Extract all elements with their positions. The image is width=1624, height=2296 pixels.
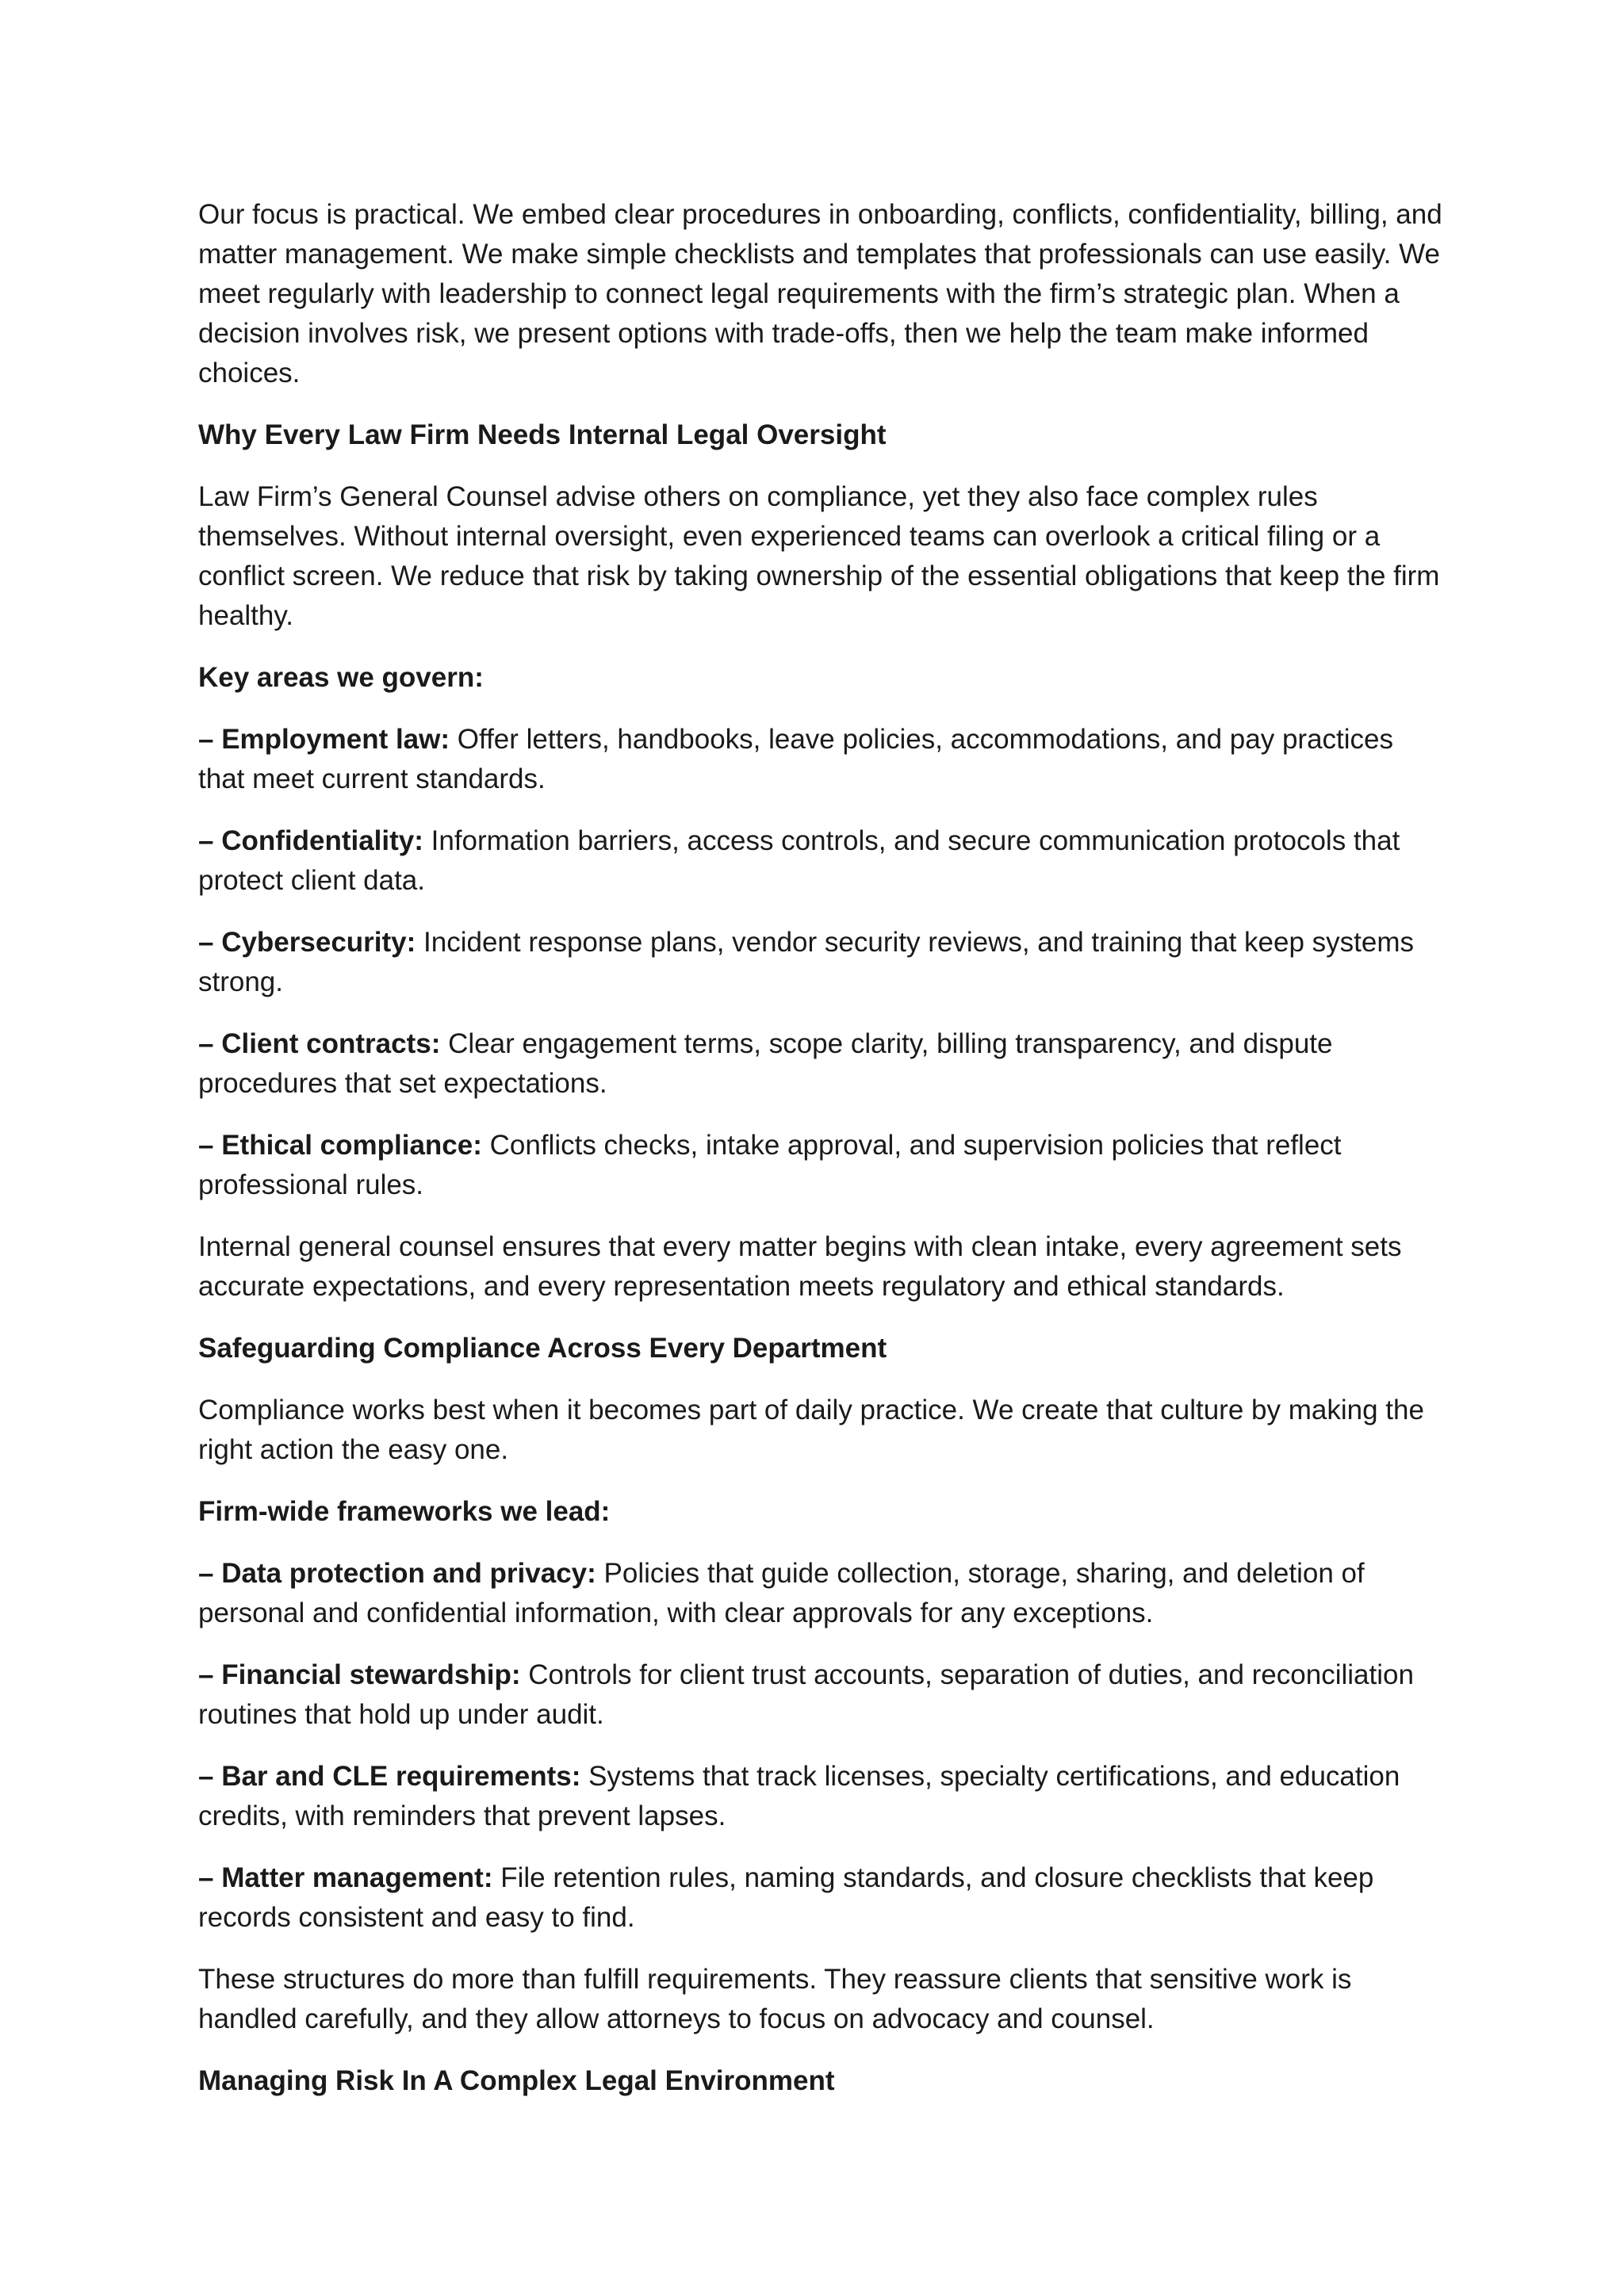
key-areas-heading: Key areas we govern: bbox=[198, 662, 484, 693]
list-item bbox=[198, 720, 1443, 799]
list-item-term: – Ethical compliance: bbox=[198, 1130, 482, 1161]
list-item-text: Information barriers, access controls, and secure communication protocols that protect client data. bbox=[198, 825, 1400, 896]
list-item-text: Controls for client trust accounts, separation of duties, and reconciliation routines that hold up under audit. bbox=[198, 1659, 1414, 1730]
list-item-text: Incident response plans, vendor security reviews, and training that keep systems strong. bbox=[198, 927, 1414, 997]
intro-paragraph: Our focus is practical. We embed clear procedures in onboarding, conflicts, confidentiality, billing, and matter management. We make simple checklists and templates that professionals can use easily. We meet regularly with leadership to connect legal requirements with the firm’s strategic plan. When a decision involves risk, we present options with trade-offs, then we help the team make informed choices. bbox=[198, 199, 1442, 388]
list-item-term: – Financial stewardship: bbox=[198, 1659, 521, 1690]
section-heading-safeguarding-compliance: Safeguarding Compliance Across Every Department bbox=[198, 1333, 887, 1364]
frameworks-heading: Firm-wide frameworks we lead: bbox=[198, 1496, 611, 1527]
list-item bbox=[198, 1024, 1443, 1104]
section-heading-internal-oversight: Why Every Law Firm Needs Internal Legal Oversight bbox=[198, 419, 887, 450]
list-item-term: – Client contracts: bbox=[198, 1028, 441, 1059]
list-item bbox=[198, 923, 1443, 1002]
list-item-text: Clear engagement terms, scope clarity, billing transparency, and dispute procedures that set expectations. bbox=[198, 1028, 1333, 1099]
list-item-text: Policies that guide collection, storage, sharing, and deletion of personal and confidential information, with clear approvals for any exceptions. bbox=[198, 1558, 1365, 1628]
internal-counsel-paragraph: Internal general counsel ensures that every matter begins with clean intake, every agreement sets accurate expectations, and every representation meets regulatory and ethical standards. bbox=[198, 1231, 1402, 1302]
list-item-term: – Matter management: bbox=[198, 1862, 493, 1893]
list-item-text: Offer letters, handbooks, leave policies, accommodations, and pay practices that meet current standards. bbox=[198, 724, 1394, 794]
document-page bbox=[198, 195, 1443, 2123]
list-item bbox=[198, 821, 1443, 901]
list-item-term: – Bar and CLE requirements: bbox=[198, 1761, 581, 1792]
list-item-term: – Cybersecurity: bbox=[198, 927, 416, 958]
list-item-term: – Data protection and privacy: bbox=[198, 1558, 596, 1589]
list-item-text: File retention rules, naming standards, and closure checklists that keep records consistent and easy to find. bbox=[198, 1862, 1374, 1933]
list-item bbox=[198, 1858, 1443, 1938]
list-item-term: – Confidentiality: bbox=[198, 825, 423, 856]
list-item-text: Conflicts checks, intake approval, and supervision policies that reflect professional rules. bbox=[198, 1130, 1342, 1200]
list-item bbox=[198, 1757, 1443, 1836]
compliance-culture-paragraph: Compliance works best when it becomes part of daily practice. We create that culture by making the right action the easy one. bbox=[198, 1395, 1424, 1465]
list-item bbox=[198, 1126, 1443, 1205]
list-item bbox=[198, 1554, 1443, 1633]
list-item-text: Systems that track licenses, specialty certifications, and education credits, with reminders that prevent lapses. bbox=[198, 1761, 1400, 1831]
list-item bbox=[198, 1655, 1443, 1735]
internal-oversight-paragraph: Law Firm’s General Counsel advise others on compliance, yet they also face complex rules themselves. Without internal oversight, even experienced teams can overlook a critical filing or a conflict screen. We reduce that risk by taking ownership of the essential obligations that keep the firm healthy. bbox=[198, 481, 1440, 631]
list-item-term: – Employment law: bbox=[198, 724, 450, 755]
structures-paragraph: These structures do more than fulfill requirements. They reassure clients that sensitive work is handled carefully, and they allow attorneys to focus on advocacy and counsel. bbox=[198, 1964, 1352, 2034]
section-heading-managing-risk: Managing Risk In A Complex Legal Environment bbox=[198, 2065, 835, 2096]
